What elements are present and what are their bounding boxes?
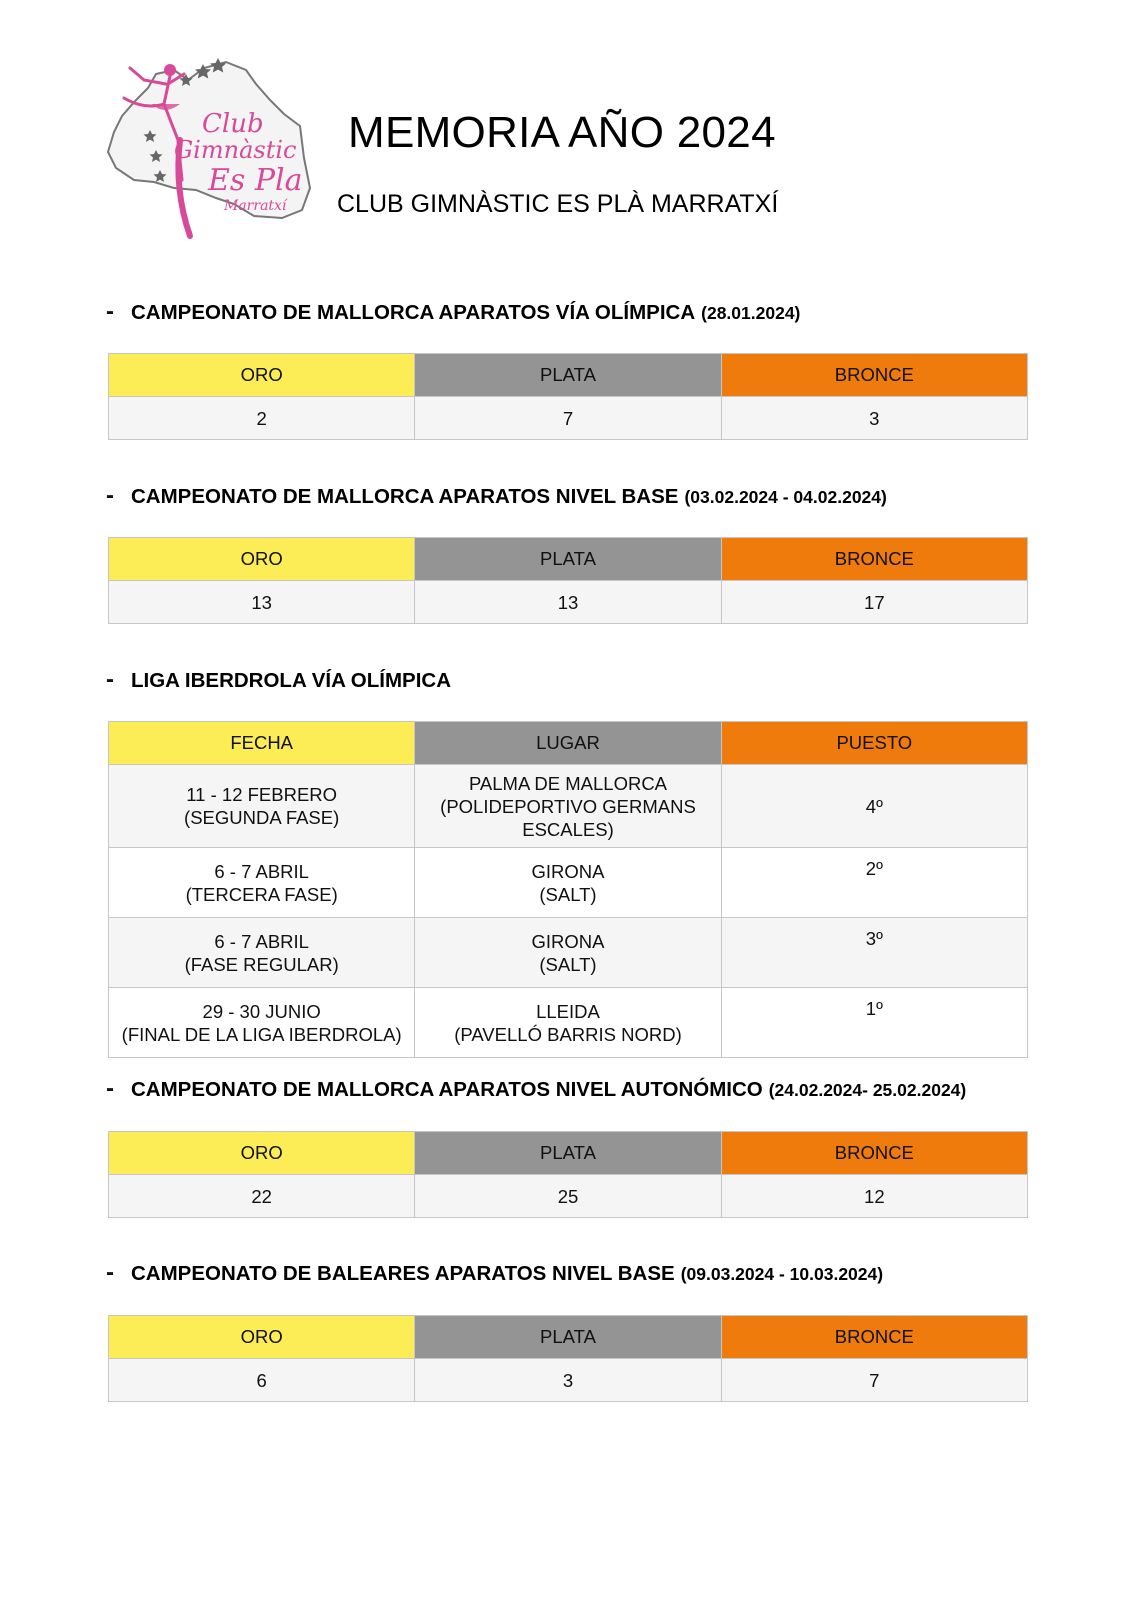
column-header-plata: PLATA: [415, 538, 721, 581]
column-header-oro: ORO: [109, 1316, 415, 1359]
table-row: [109, 1359, 1028, 1402]
cell-puesto: 4º: [721, 765, 1027, 848]
cell-fecha: [109, 988, 415, 1058]
cell-lugar: [415, 848, 721, 918]
cell-lugar: [415, 765, 721, 848]
liga-table: [108, 721, 1028, 1058]
cell-oro: 2: [109, 397, 415, 440]
logo-text-town: Marratxí: [224, 198, 287, 214]
section-date: (09.03.2024 - 10.03.2024): [680, 1264, 884, 1284]
column-header-plata: PLATA: [415, 354, 721, 397]
fecha-line: (FINAL DE LA LIGA IBERDROLA): [121, 1023, 402, 1045]
cell-plata: 25: [415, 1175, 721, 1218]
fecha-line: 29 - 30 JUNIO: [202, 1000, 321, 1022]
club-logo: [104, 40, 314, 250]
section-heading-4: [106, 1075, 966, 1103]
section-date: (03.02.2024 - 04.02.2024): [684, 487, 887, 507]
section-date: (24.02.2024- 25.02.2024): [768, 1080, 967, 1100]
bullet-dash: -: [106, 1075, 114, 1102]
fecha-line: 11 - 12 FEBRERO: [186, 784, 338, 805]
bullet-dash: -: [106, 1259, 114, 1286]
column-header-bronce: BRONCE: [721, 1132, 1027, 1175]
cell-plata: 7: [415, 397, 721, 440]
section-heading-2: [106, 482, 887, 510]
section-heading-5: [106, 1259, 883, 1287]
logo-text-espla: Es Pla: [208, 163, 303, 198]
column-header-plata: PLATA: [415, 1132, 721, 1175]
cell-bronce: 3: [721, 397, 1027, 440]
cell-oro: 22: [109, 1175, 415, 1218]
cell-fecha: [109, 918, 415, 988]
cell-plata: 3: [415, 1359, 721, 1402]
lugar-line: GIRONA: [531, 860, 605, 882]
cell-fecha: [109, 765, 415, 848]
section-heading-3: [106, 666, 451, 694]
section-date: (28.01.2024): [701, 303, 801, 323]
cell-puesto: 2º: [721, 848, 1027, 918]
medal-table-5: [108, 1315, 1028, 1402]
column-header-oro: ORO: [109, 538, 415, 581]
fecha-line: (SEGUNDA FASE): [184, 807, 340, 828]
medal-table-1: [108, 353, 1028, 440]
bullet-dash: -: [106, 482, 114, 509]
cell-puesto: 1º: [721, 988, 1027, 1058]
page-title: MEMORIA AÑO 2024: [348, 108, 776, 157]
fecha-line: 6 - 7 ABRIL: [214, 860, 309, 882]
section-title: CAMPEONATO DE MALLORCA APARATOS VÍA OLÍMPICA: [131, 301, 696, 324]
table-row: [109, 581, 1028, 624]
lugar-line: (SALT): [539, 953, 597, 975]
section-title: CAMPEONATO DE MALLORCA APARATOS NIVEL AUTONÓMICO: [131, 1078, 763, 1101]
cell-puesto: 3º: [721, 918, 1027, 988]
column-header-oro: ORO: [109, 1132, 415, 1175]
cell-lugar: [415, 988, 721, 1058]
lugar-line: GIRONA: [531, 930, 605, 952]
lugar-line: (PAVELLÓ BARRIS NORD): [454, 1023, 682, 1045]
medal-table-4: [108, 1131, 1028, 1218]
section-title: CAMPEONATO DE BALEARES APARATOS NIVEL BASE: [131, 1262, 675, 1285]
lugar-line: PALMA DE MALLORCA: [468, 772, 668, 794]
column-header-puesto: PUESTO: [721, 722, 1027, 765]
cell-bronce: 12: [721, 1175, 1027, 1218]
column-header-lugar: LUGAR: [415, 722, 721, 765]
column-header-bronce: BRONCE: [721, 354, 1027, 397]
column-header-oro: ORO: [109, 354, 415, 397]
logo-text-gimnastic: Gimnàstic: [174, 136, 297, 164]
table-row: [109, 765, 1028, 848]
fecha-line: (FASE REGULAR): [184, 953, 339, 975]
page-subtitle: CLUB GIMNÀSTIC ES PLÀ MARRATXÍ: [337, 190, 779, 218]
cell-bronce: 17: [721, 581, 1027, 624]
lugar-line: (POLIDEPORTIVO GERMANS: [440, 795, 696, 817]
fecha-line: (TERCERA FASE): [185, 883, 338, 905]
bullet-dash: -: [106, 298, 114, 325]
lugar-line: ESCALES): [522, 818, 614, 840]
column-header-fecha: FECHA: [109, 722, 415, 765]
table-row: [109, 397, 1028, 440]
column-header-bronce: BRONCE: [721, 1316, 1027, 1359]
medal-table-2: [108, 537, 1028, 624]
column-header-bronce: BRONCE: [721, 538, 1027, 581]
section-title: LIGA IBERDROLA VÍA OLÍMPICA: [131, 669, 452, 692]
table-row: [109, 1175, 1028, 1218]
cell-oro: 13: [109, 581, 415, 624]
column-header-plata: PLATA: [415, 1316, 721, 1359]
table-row: [109, 988, 1028, 1058]
fecha-line: 6 - 7 ABRIL: [214, 930, 309, 952]
table-row: [109, 848, 1028, 918]
section-heading-1: [106, 298, 800, 326]
lugar-line: (SALT): [539, 883, 597, 905]
bullet-dash: -: [106, 666, 114, 693]
logo-text-club: Club: [202, 109, 264, 139]
cell-oro: 6: [109, 1359, 415, 1402]
lugar-line: LLEIDA: [536, 1000, 600, 1022]
section-title: CAMPEONATO DE MALLORCA APARATOS NIVEL BASE: [131, 485, 679, 508]
cell-bronce: 7: [721, 1359, 1027, 1402]
cell-fecha: [109, 848, 415, 918]
cell-lugar: [415, 918, 721, 988]
cell-plata: 13: [415, 581, 721, 624]
table-row: [109, 918, 1028, 988]
